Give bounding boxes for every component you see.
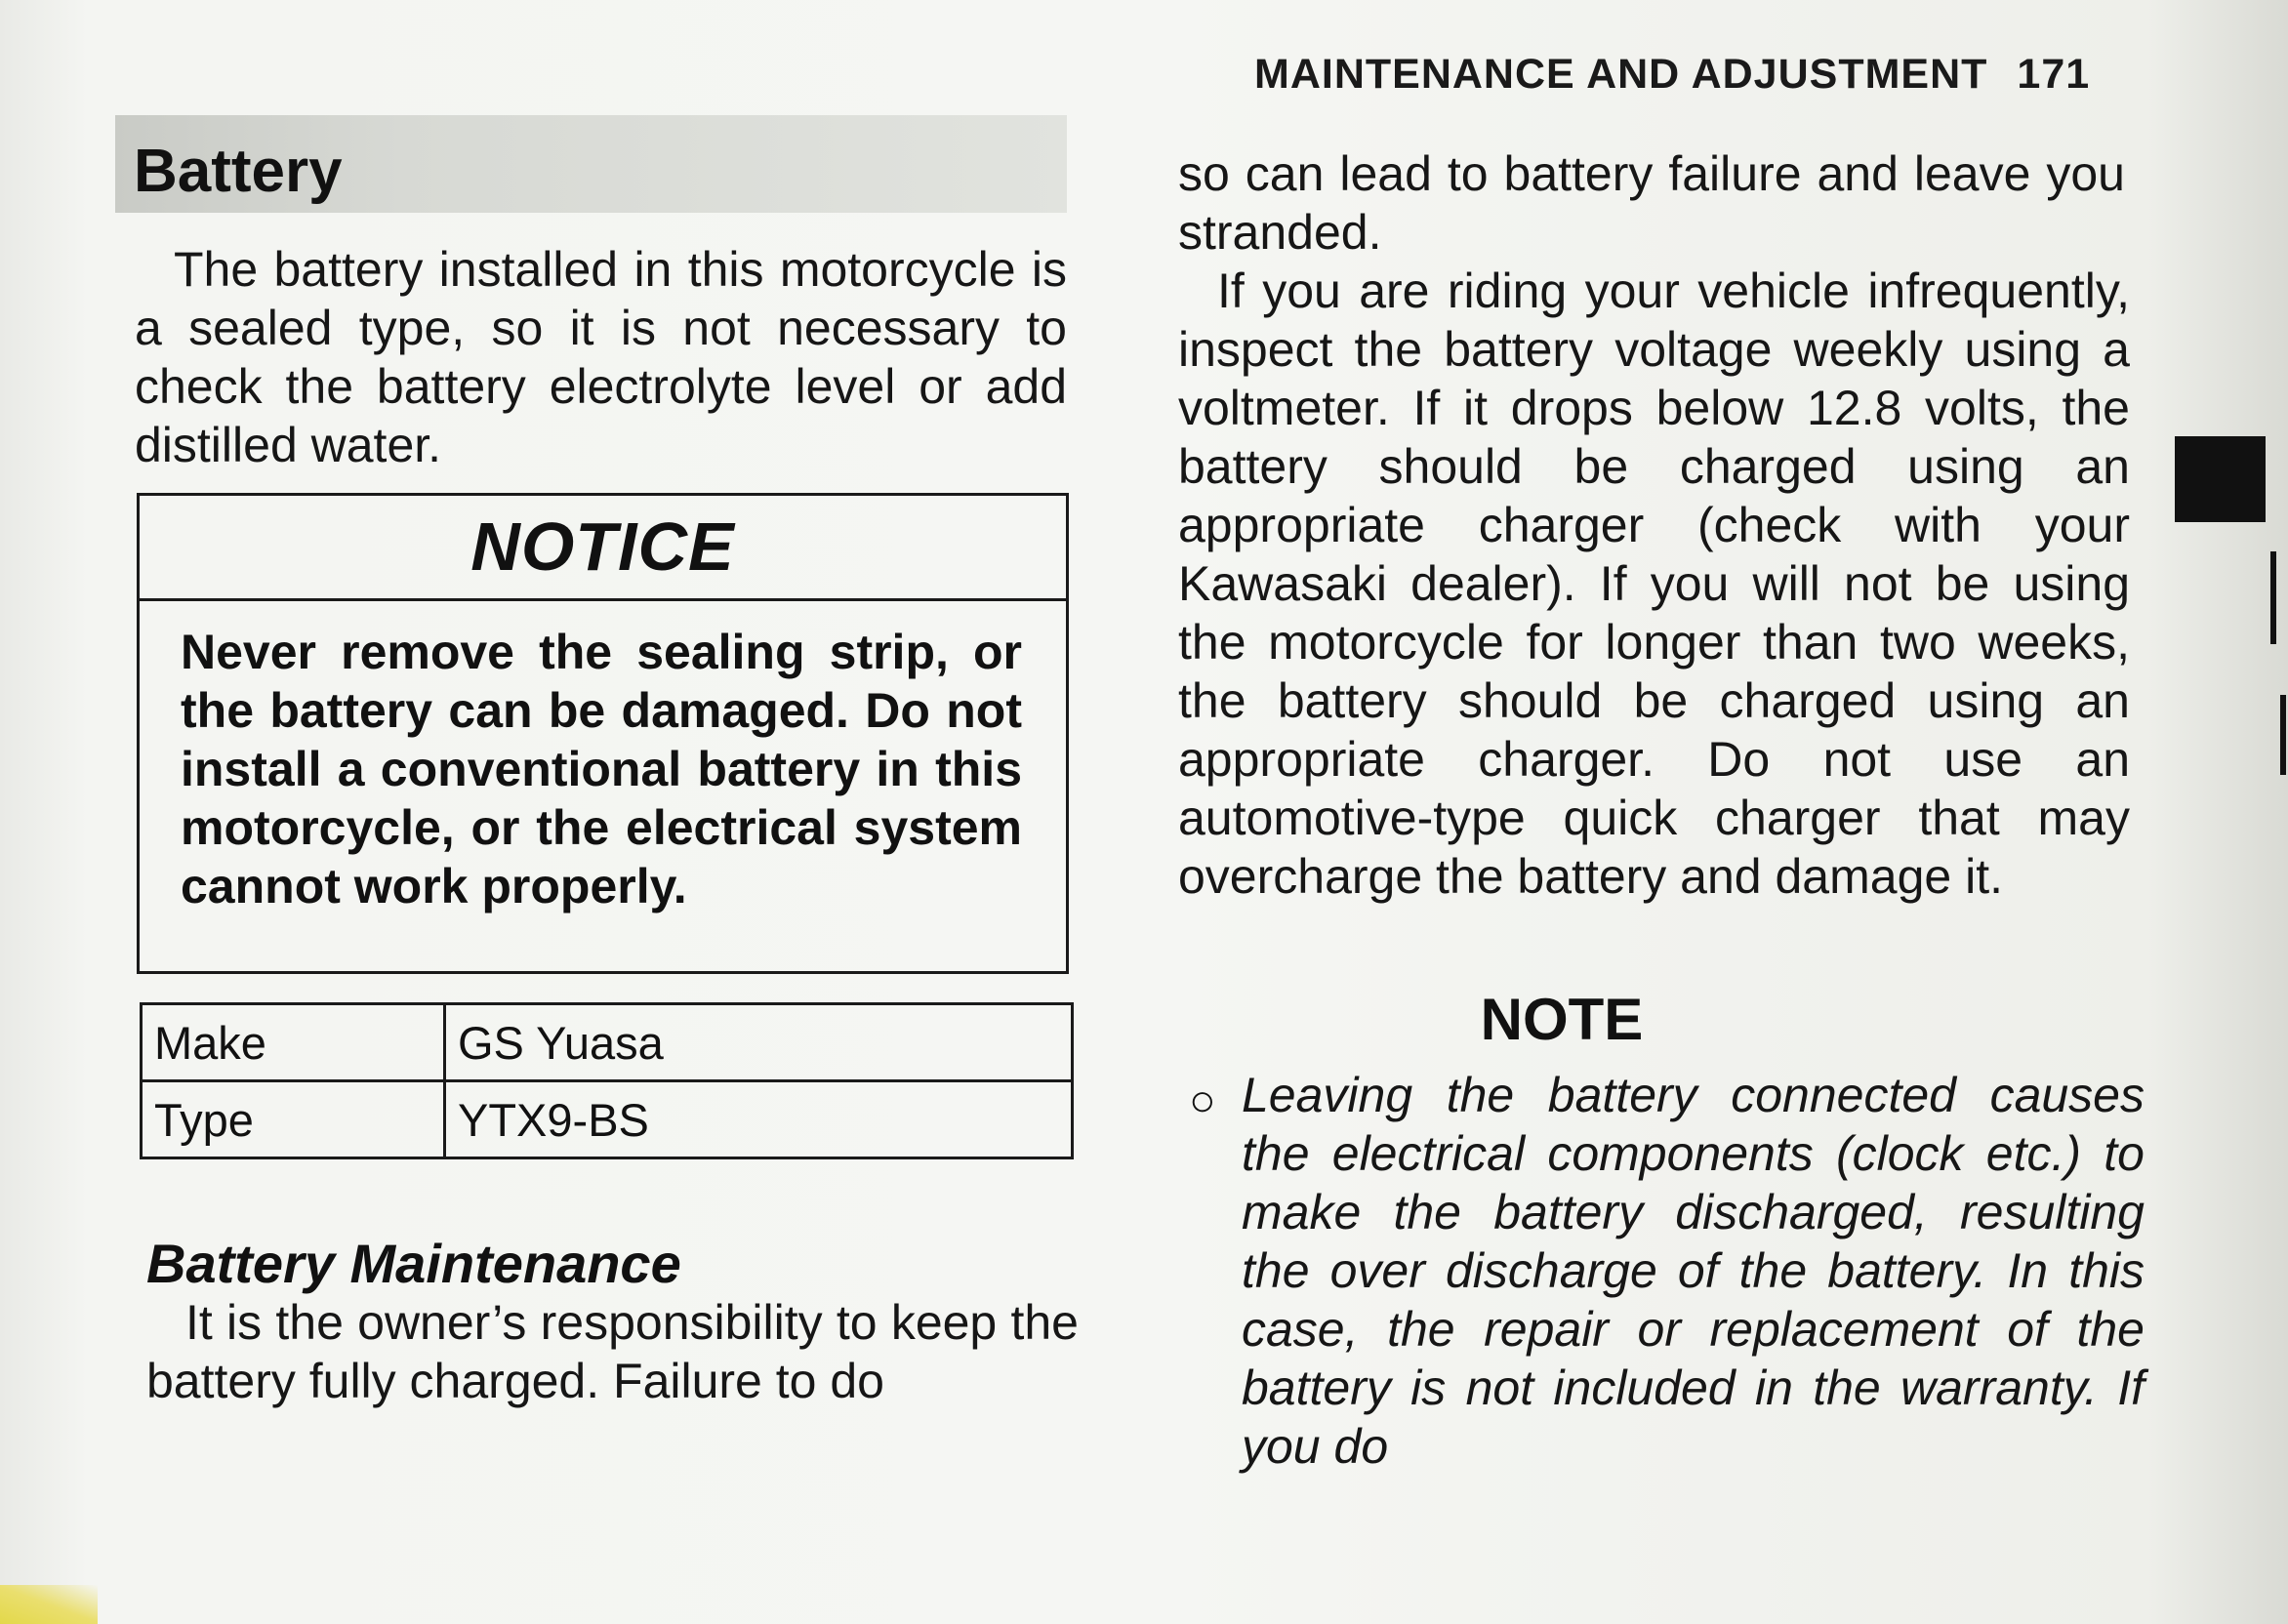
- thumb-index-tab: [2175, 436, 2266, 522]
- spec-label: Type: [142, 1081, 445, 1158]
- yellow-background-edge: [0, 1585, 98, 1624]
- note-bullet-icon: ○: [1189, 1075, 1216, 1125]
- recharge-paragraph: If you are riding your vehicle infrequently, inspect the battery voltage weekly using a voltmeter. If it drops below 12.8 volts, the battery should be charged using an appropriate charger (check with your Kawasaki dealer). If you will not be using the motorcycle for longer than two weeks, the battery should be charged using an appropriate charger. Do not use an automotive-type quick charger that may overcharge the battery and damage it.: [1178, 264, 2130, 904]
- table-row: [142, 1081, 1073, 1158]
- notice-heading: NOTICE: [140, 496, 1066, 601]
- section-title: Battery: [134, 138, 343, 205]
- notice-box: [137, 493, 1069, 974]
- page-number: 171: [2017, 51, 2091, 98]
- edge-marker: [2270, 551, 2276, 644]
- spec-label: Make: [142, 1004, 445, 1081]
- spec-value: YTX9-BS: [445, 1081, 1073, 1158]
- battery-spec-table: [140, 1002, 1074, 1159]
- notice-body: Never remove the sealing strip, or the battery can be damaged. Do not install a conventional battery in this motorcycle, or the electrical system cannot work properly.: [181, 625, 1022, 914]
- running-header: [1254, 51, 2090, 99]
- note-heading: NOTE: [1480, 987, 1644, 1052]
- table-row: [142, 1004, 1073, 1081]
- spec-value: GS Yuasa: [445, 1004, 1073, 1081]
- maintenance-paragraph: It is the owner’s responsibility to keep the battery fully charged. Failure to do: [146, 1295, 1079, 1408]
- header-title: MAINTENANCE AND ADJUSTMENT: [1254, 51, 1988, 98]
- note-text: Leaving the battery connected causes the electrical components (clock etc.) to make the battery discharged, resulting the over discharge of the battery. In this case, the repair or replacement of the battery is not included in the warranty. If you do: [1242, 1068, 2145, 1474]
- edge-marker: [2280, 695, 2286, 775]
- intro-paragraph: The battery installed in this motorcycle is a sealed type, so it is not necessary to check the battery electrolyte level or add distilled water.: [135, 242, 1067, 472]
- continuation-paragraph: so can lead to battery failure and leave you stranded.: [1178, 146, 2125, 260]
- maintenance-subheading: Battery Maintenance: [146, 1233, 681, 1294]
